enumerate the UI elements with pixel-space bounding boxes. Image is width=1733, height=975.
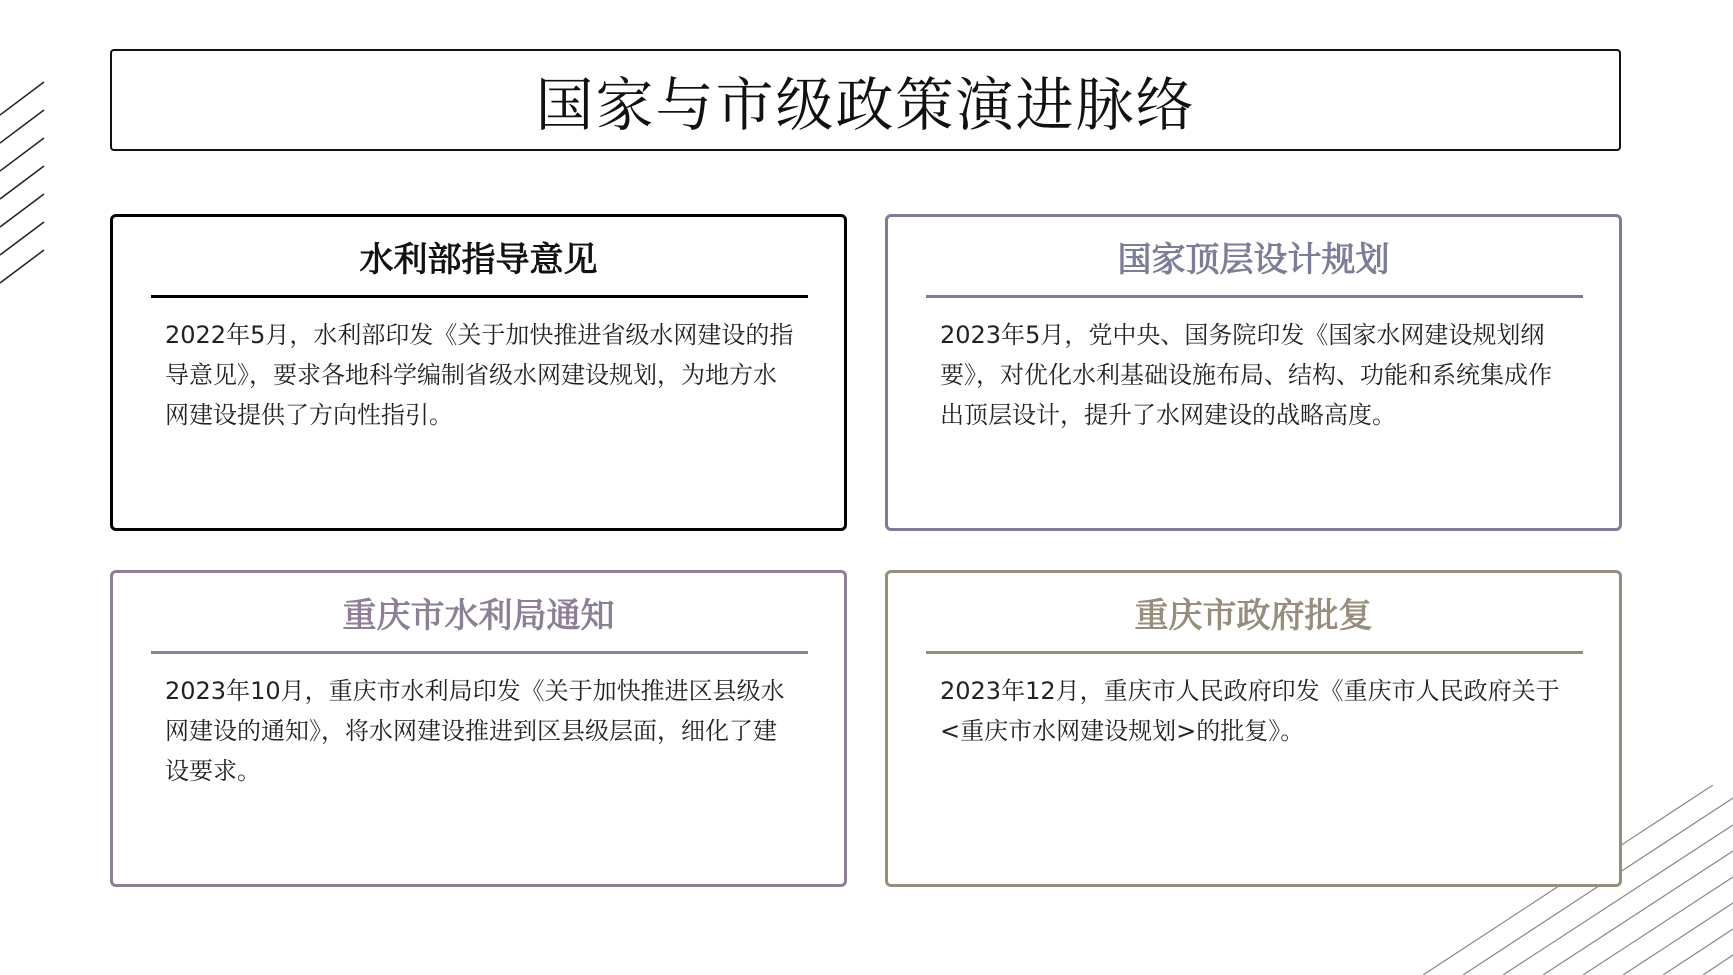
card-body-text: 2022年5月，水利部印发《关于加快推进省级水网建设的指导意见》，要求各地科学编制省级水网建设规划，为地方水网建设提供了方向性指引。 <box>165 321 794 429</box>
policy-card-chongqing-government-approval <box>885 570 1622 887</box>
title-banner <box>110 49 1621 151</box>
card-heading: 国家顶层设计规划 <box>1117 240 1390 280</box>
card-body-text: 2023年12月，重庆市人民政府印发《重庆市人民政府关于<重庆市水网建设规划>的批复》。 <box>940 677 1560 745</box>
card-heading: 重庆市政府批复 <box>1134 596 1373 636</box>
card-divider <box>926 651 1583 654</box>
card-divider <box>151 651 808 654</box>
decorative-diagonal-lines-top-left <box>0 70 60 290</box>
policy-card-ministry-guidance <box>110 214 847 531</box>
policy-card-chongqing-water-bureau <box>110 570 847 887</box>
policy-card-national-plan <box>885 214 1622 531</box>
card-body-text: 2023年10月，重庆市水利局印发《关于加快推进区县级水网建设的通知》，将水网建设推进到区县级层面，细化了建设要求。 <box>165 677 785 785</box>
card-divider <box>151 295 808 298</box>
card-heading: 重庆市水利局通知 <box>342 596 615 636</box>
card-body-text: 2023年5月，党中央、国务院印发《国家水网建设规划纲要》，对优化水利基础设施布局、结构、功能和系统集成作出顶层设计，提升了水网建设的战略高度。 <box>940 321 1552 429</box>
card-divider <box>926 295 1583 298</box>
page-title: 国家与市级政策演进脉络 <box>535 71 1196 139</box>
card-heading: 水利部指导意见 <box>359 240 598 280</box>
